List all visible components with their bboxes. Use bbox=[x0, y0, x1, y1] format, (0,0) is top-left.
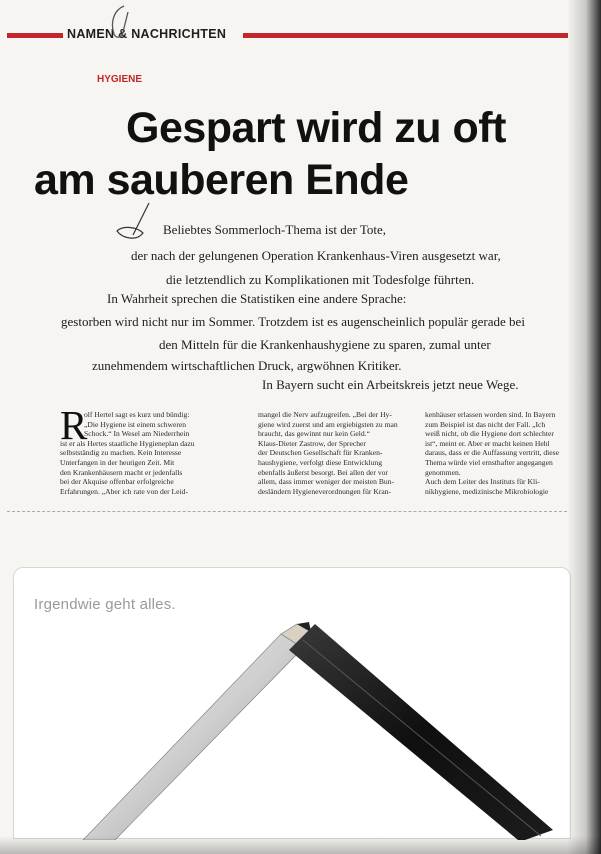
section-rule-left bbox=[7, 33, 63, 38]
body-line: daraus, dass er die Auffassung vertritt, diese bbox=[425, 448, 559, 458]
body-line: weiß nicht, ob die Hygiene dort schlechter bbox=[425, 429, 554, 439]
body-line: Unterfangen in der heutigen Zeit. Mit bbox=[60, 457, 175, 467]
advertisement-tagline: Irgendwie geht alles. bbox=[34, 596, 176, 613]
advertisement-illustration bbox=[13, 610, 569, 840]
body-line: Klaus-Dieter Zastrow, der Sprecher bbox=[258, 438, 366, 448]
body-line: Schock.“ In Wesel am Niederrhein bbox=[84, 429, 190, 439]
section-title: NAMEN & NACHRICHTEN bbox=[67, 27, 227, 41]
lead-line: die letztendlich zu Komplikationen mit Todesfolge führten. bbox=[166, 272, 475, 287]
pen-scribble-icon bbox=[113, 201, 157, 243]
body-line: olf Hertel sagt es kurz und bündig: bbox=[84, 410, 190, 419]
body-line: allem, dass immer weniger der meisten Bun- bbox=[258, 477, 395, 487]
body-line: „Die Hygiene ist einem schweren bbox=[84, 419, 187, 429]
body-column-2 bbox=[258, 410, 418, 496]
body-line: Erfahrungen. „Aber ich rate von der Leid- bbox=[60, 486, 188, 496]
body-line: den Krankenhäusern macht er jedenfalls bbox=[60, 467, 183, 477]
body-line: mangel die Nerv aufzugreifen. „Bei der Hy- bbox=[258, 410, 392, 419]
body-line: zum Beispiel ist das nicht der Fall. „Ich bbox=[425, 419, 546, 429]
body-line: giene wird zuerst und am ergiebigsten zu man bbox=[258, 419, 398, 429]
lead-line: In Bayern sucht ein Arbeitskreis jetzt neue Wege. bbox=[262, 377, 519, 392]
body-line: bei der Akquise offenbar erfolgreiche bbox=[60, 477, 174, 487]
page-edge-shadow bbox=[567, 0, 601, 854]
lead-line: gestorben wird nicht nur im Sommer. Trotzdem ist es augenscheinlich populär gerade bei bbox=[61, 314, 525, 329]
body-line: der Deutschen Gesellschaft für Kranken- bbox=[258, 448, 383, 458]
body-line: haushygiene, verfolgt diese Entwicklung bbox=[258, 457, 382, 467]
body-line: ist“, meint er. Aber er macht keinen Hehl bbox=[425, 438, 550, 448]
body-line: ebenfalls äußerst besorgt. Bei allen der vor bbox=[258, 467, 388, 477]
body-line: genommen. bbox=[425, 467, 461, 477]
body-column-1 bbox=[60, 410, 244, 496]
lead-line: der nach der gelungenen Operation Krankenhaus-Viren ausgesetzt war, bbox=[131, 248, 501, 263]
body-line: nikhygiene, medizinische Mikrobiologie bbox=[425, 486, 549, 496]
body-line: Thema würde viel ernsthafter angegangen bbox=[425, 457, 553, 467]
headline-line-2: am sauberen Ende bbox=[34, 156, 409, 204]
body-line: desländern Hygieneverordnungen für Kran- bbox=[258, 486, 392, 496]
article-kicker: HYGIENE bbox=[97, 74, 143, 85]
page-fold-line bbox=[7, 511, 567, 512]
pencil-shape bbox=[83, 622, 311, 840]
body-line: ist er als Hertes staatliche Hygieneplan dazu bbox=[60, 438, 195, 448]
paperclip-icon bbox=[104, 4, 140, 40]
lead-line: In Wahrheit sprechen die Statistiken eine andere Sprache: bbox=[107, 291, 407, 306]
lead-line: zunehmendem wirtschaftlichen Druck, argwöhnen Kritiker. bbox=[92, 358, 402, 373]
section-rule-right bbox=[243, 33, 568, 38]
headline-line-1: Gespart wird zu oft bbox=[126, 104, 506, 152]
body-line: kenhäuser erlassen worden sind. In Bayern bbox=[425, 410, 556, 419]
body-column-3 bbox=[425, 410, 575, 496]
dark-bar-shape bbox=[289, 624, 553, 840]
lead-line: den Mitteln für die Krankenhaushygiene zu sparen, zumal unter bbox=[159, 337, 491, 352]
page-bottom-shadow bbox=[0, 836, 601, 854]
body-line: braucht, das gewinnt nur kein Geld.“ bbox=[258, 429, 370, 439]
body-line: Auch dem Leiter des Instituts für Kli- bbox=[425, 477, 540, 487]
lead-line: Beliebtes Sommerloch-Thema ist der Tote, bbox=[163, 222, 387, 237]
drop-cap: R bbox=[60, 402, 88, 448]
body-line: selbstständig zu machen. Kein Interesse bbox=[60, 448, 182, 458]
